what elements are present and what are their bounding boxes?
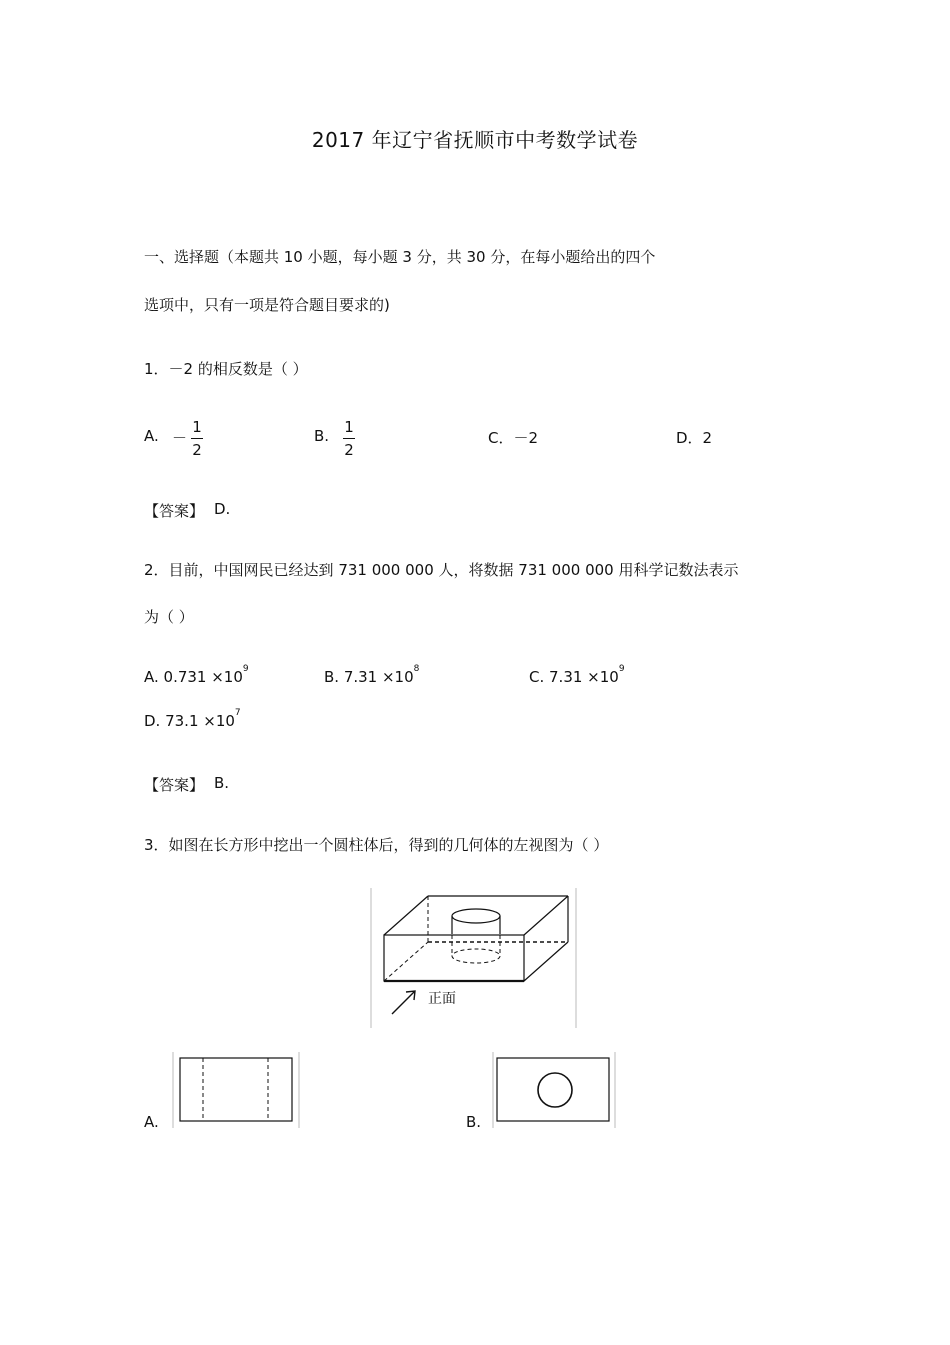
q3-option-b-label: B. (466, 1113, 482, 1131)
q1-answer-tag: 【答案】 (144, 502, 205, 520)
q1-stem: 1．－2 的相反数是（ ） (144, 360, 308, 378)
q2-option-a-exponent: 9 (242, 664, 249, 674)
q2-stem-line1: 2．目前，中国网民已经达到 731 000 000 人，将数据 731 000 000 用科学记数法表示 (144, 561, 739, 579)
q2-option-d-exponent: 7 (234, 708, 241, 718)
section-heading-line2: 选项中，只有一项是符合题目要求的) (144, 296, 390, 314)
fraction-bar (343, 438, 355, 439)
q2-option-c (529, 664, 625, 686)
q2-option-b-exponent: 8 (413, 664, 420, 674)
q3-option-a-label: A. (144, 1113, 159, 1131)
q2-answer-tag: 【答案】 (144, 776, 205, 794)
q3-option-b-figure (492, 1052, 618, 1128)
q3-figure-front-label: 正面 (428, 991, 456, 1007)
q1-option-a-denominator: 2 (192, 441, 202, 459)
q2-stem-line2: 为（ ） (144, 608, 194, 626)
q2-option-b-text: B. 7.31 ×10 (324, 668, 414, 686)
q2-option-c-exponent: 9 (618, 664, 625, 674)
q2-option-a-text: A. 0.731 ×10 (144, 668, 243, 686)
q1-option-b-numerator: 1 (344, 418, 354, 436)
q3-stem: 3．如图在长方形中挖出一个圆柱体后，得到的几何体的左视图为（ ） (144, 836, 609, 854)
q2-option-d (144, 708, 241, 730)
q2-option-b (324, 664, 420, 686)
q1-option-a-label: A. (144, 427, 159, 445)
q1-answer: D. (214, 500, 231, 518)
q3-option-a-figure (172, 1052, 302, 1128)
q1-option-b-label: B. (314, 427, 330, 445)
q1-option-c: C．－2 (488, 429, 539, 447)
fraction-bar (191, 438, 203, 439)
q2-answer: B. (214, 774, 230, 792)
q1-option-a-sign: － (172, 429, 188, 447)
q1-option-b-denominator: 2 (344, 441, 354, 459)
q2-option-d-text: D. 73.1 ×10 (144, 712, 235, 730)
q1-option-a-fraction (191, 418, 203, 459)
q1-option-a-numerator: 1 (192, 418, 202, 436)
q2-option-c-text: C. 7.31 ×10 (529, 668, 619, 686)
q1-option-d: D．2 (676, 429, 713, 447)
q2-option-a (144, 664, 249, 686)
page-title: 2017 年辽宁省抚顺市中考数学试卷 (311, 128, 639, 152)
q1-option-b-fraction (343, 418, 355, 459)
section-heading-line1: 一、选择题（本题共 10 小题，每小题 3 分，共 30 分，在每小题给出的四个 (144, 248, 656, 266)
q3-solid-figure (370, 888, 580, 1028)
